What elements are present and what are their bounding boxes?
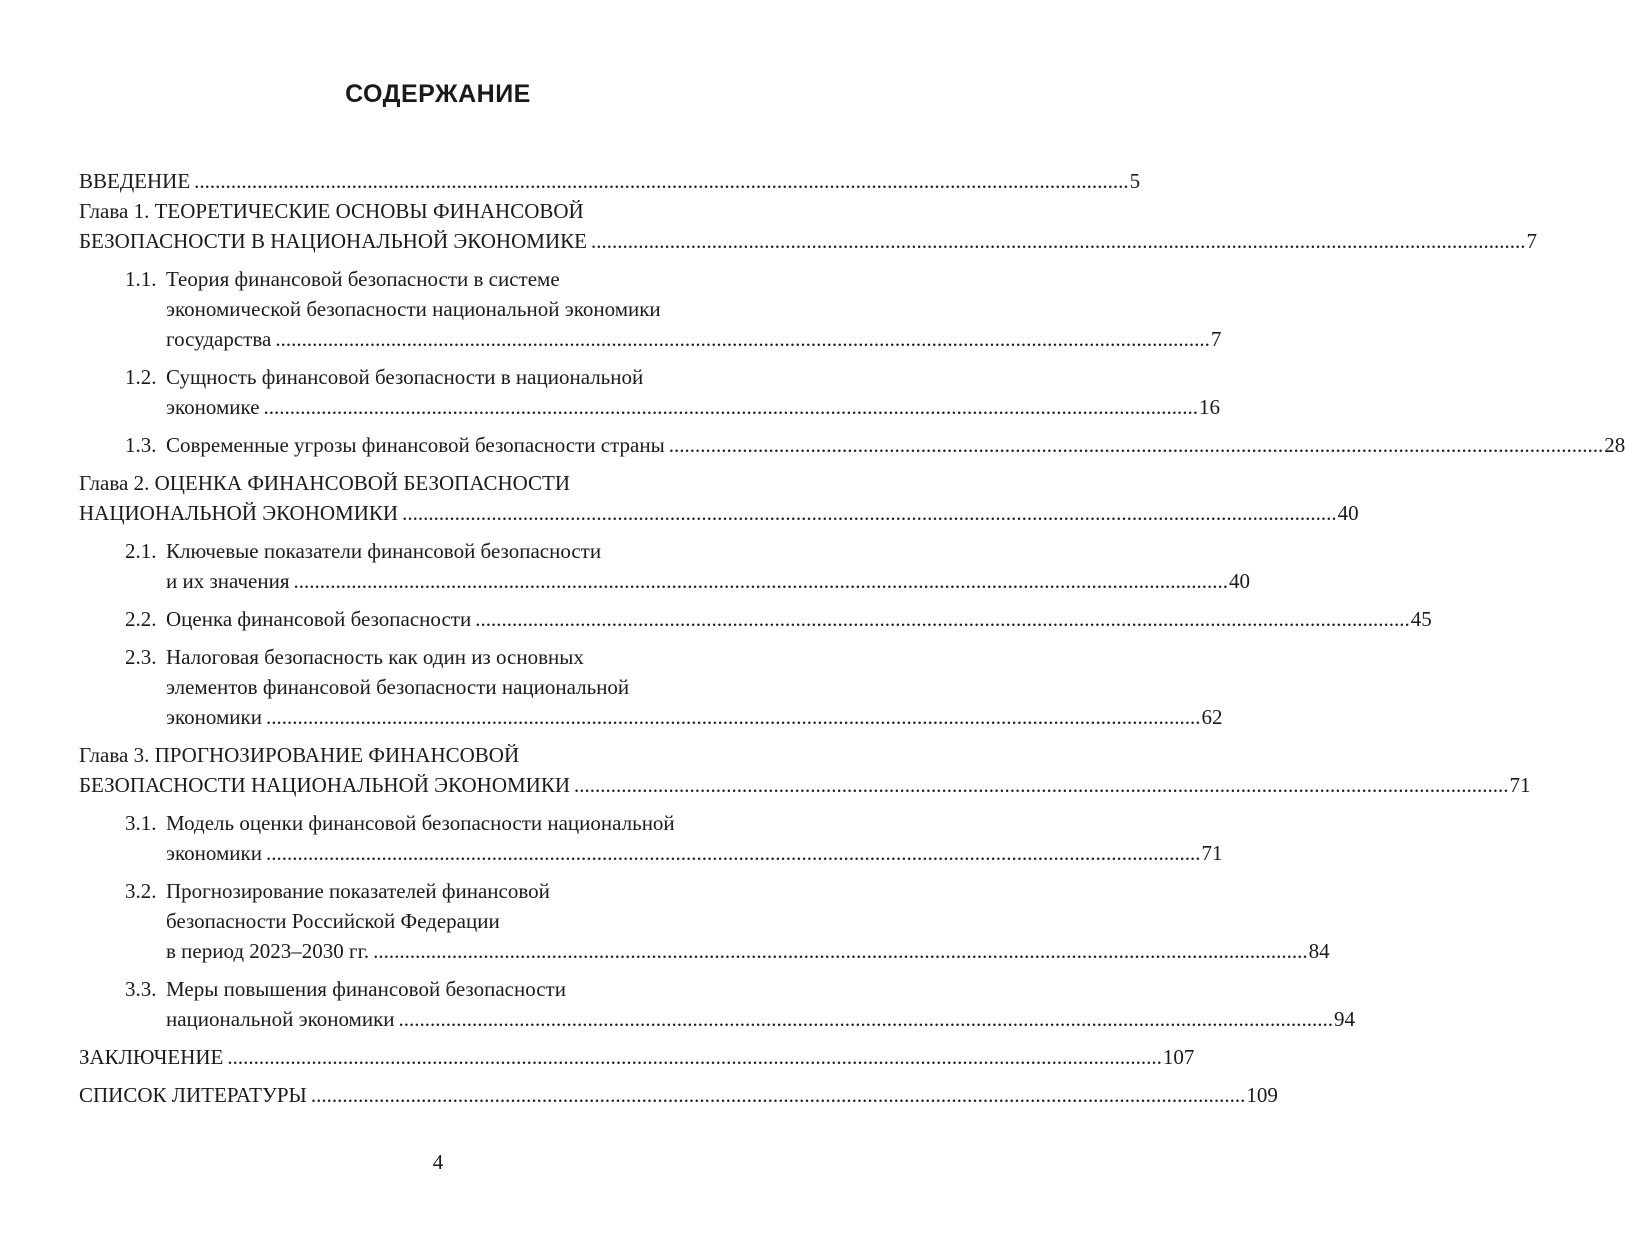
toc-entry-2-1[interactable]: 2.1. Ключевые показатели финансовой безопасности и их значения .................................................................................................................................................................................. 40 — [79, 536, 761, 596]
section-number: 1.1. — [125, 267, 157, 291]
toc-page: 28 — [1604, 433, 1625, 457]
toc-page: 62 — [1201, 705, 1223, 729]
section-number: 2.3. — [125, 645, 157, 669]
section-number: 3.1. — [125, 811, 157, 835]
leader-dots: .................................................................................................................................................................................. — [275, 327, 1210, 351]
toc-page: 71 — [1201, 841, 1223, 865]
toc-page: 5 — [1129, 169, 1141, 193]
toc-page: 71 — [1509, 773, 1531, 797]
leader-dots: .................................................................................................................................................................................. — [293, 569, 1229, 593]
toc-page: 84 — [1308, 939, 1330, 963]
leader-dots: .................................................................................................................................................................................. — [265, 841, 1201, 865]
toc-page: 109 — [1246, 1083, 1278, 1107]
toc-entry-2-2[interactable]: 2.2. Оценка финансовой безопасности .................................................................................................................................................................................. 45 — [79, 604, 761, 634]
leader-dots: .................................................................................................................................................................................. — [574, 773, 1509, 797]
section-number: 2.2. — [125, 607, 157, 631]
toc-entry-introduction[interactable]: ВВЕДЕНИЕ .................................................................................................................................................................................. 5 — [79, 166, 761, 196]
leader-dots: .................................................................................................................................................................................. — [310, 1083, 1246, 1107]
toc-entry-3-2[interactable]: 3.2. Прогнозирование показателей финансовой безопасности Российской Федерации в период 2023–2030 гг. .................................................................................................................................................................................. 84 — [79, 876, 761, 966]
leader-dots: .................................................................................................................................................................................. — [227, 1045, 1162, 1069]
leader-dots: .................................................................................................................................................................................. — [265, 705, 1201, 729]
leader-dots: .................................................................................................................................................................................. — [590, 229, 1526, 253]
leader-dots: .................................................................................................................................................................................. — [263, 395, 1199, 419]
leader-dots: .................................................................................................................................................................................. — [194, 169, 1129, 193]
table-of-contents — [79, 166, 1625, 1110]
leader-dots: .................................................................................................................................................................................. — [373, 939, 1308, 963]
page-title: СОДЕРЖАНИЕ — [345, 80, 531, 108]
toc-entry-1-3[interactable]: 1.3. Современные угрозы финансовой безопасности страны .................................................................................................................................................................................. 28 — [79, 430, 761, 460]
toc-page: 7 — [1210, 327, 1222, 351]
toc-page: 107 — [1162, 1045, 1195, 1069]
toc-page: 40 — [1337, 501, 1359, 525]
toc-entry-1-1[interactable]: 1.1. Теория финансовой безопасности в системе экономической безопасности национальной экономики государства .................................................................................................................................................................................. 7 — [79, 264, 761, 354]
toc-entry-references[interactable]: СПИСОК ЛИТЕРАТУРЫ .................................................................................................................................................................................. 109 — [79, 1080, 761, 1110]
toc-page: 94 — [1334, 1007, 1356, 1031]
section-number: 3.2. — [125, 879, 157, 903]
section-number: 1.2. — [125, 365, 157, 389]
section-number: 2.1. — [125, 539, 157, 563]
section-number: 1.3. — [125, 433, 157, 457]
leader-dots: .................................................................................................................................................................................. — [402, 501, 1337, 525]
toc-entry-3-1[interactable]: 3.1. Модель оценки финансовой безопасности национальной экономики .................................................................................................................................................................................. 71 — [79, 808, 761, 868]
page-number: 4 — [432, 1150, 444, 1174]
toc-entry-conclusion[interactable]: ЗАКЛЮЧЕНИЕ .................................................................................................................................................................................. 107 — [79, 1042, 761, 1072]
toc-entry-2-3[interactable]: 2.3. Налоговая безопасность как один из основных элементов финансовой безопасности национальной экономики .................................................................................................................................................................................. 62 — [79, 642, 761, 732]
toc-entry-chapter-3[interactable]: Глава 3. ПРОГНОЗИРОВАНИЕ ФИНАНСОВОЙ БЕЗОПАСНОСТИ НАЦИОНАЛЬНОЙ ЭКОНОМИКИ .................................................................................................................................................................................. 71 — [79, 740, 761, 800]
toc-page: 7 — [1526, 229, 1537, 253]
section-number: 3.3. — [125, 977, 157, 1001]
leader-dots: .................................................................................................................................................................................. — [668, 433, 1604, 457]
toc-page: 16 — [1199, 395, 1221, 419]
toc-entry-chapter-1[interactable]: Глава 1. ТЕОРЕТИЧЕСКИЕ ОСНОВЫ ФИНАНСОВОЙ БЕЗОПАСНОСТИ В НАЦИОНАЛЬНОЙ ЭКОНОМИКЕ .................................................................................................................................................................................. 7 — [79, 196, 761, 256]
toc-page: 45 — [1410, 607, 1432, 631]
toc-entry-1-2[interactable]: 1.2. Сущность финансовой безопасности в национальной экономике .................................................................................................................................................................................. 16 — [79, 362, 761, 422]
leader-dots: .................................................................................................................................................................................. — [398, 1007, 1334, 1031]
toc-entry-3-3[interactable]: 3.3. Меры повышения финансовой безопасности национальной экономики .................................................................................................................................................................................. 94 — [79, 974, 761, 1034]
toc-entry-chapter-2[interactable]: Глава 2. ОЦЕНКА ФИНАНСОВОЙ БЕЗОПАСНОСТИ НАЦИОНАЛЬНОЙ ЭКОНОМИКИ .................................................................................................................................................................................. 40 — [79, 468, 761, 528]
toc-page: 40 — [1229, 569, 1251, 593]
leader-dots: .................................................................................................................................................................................. — [475, 607, 1410, 631]
